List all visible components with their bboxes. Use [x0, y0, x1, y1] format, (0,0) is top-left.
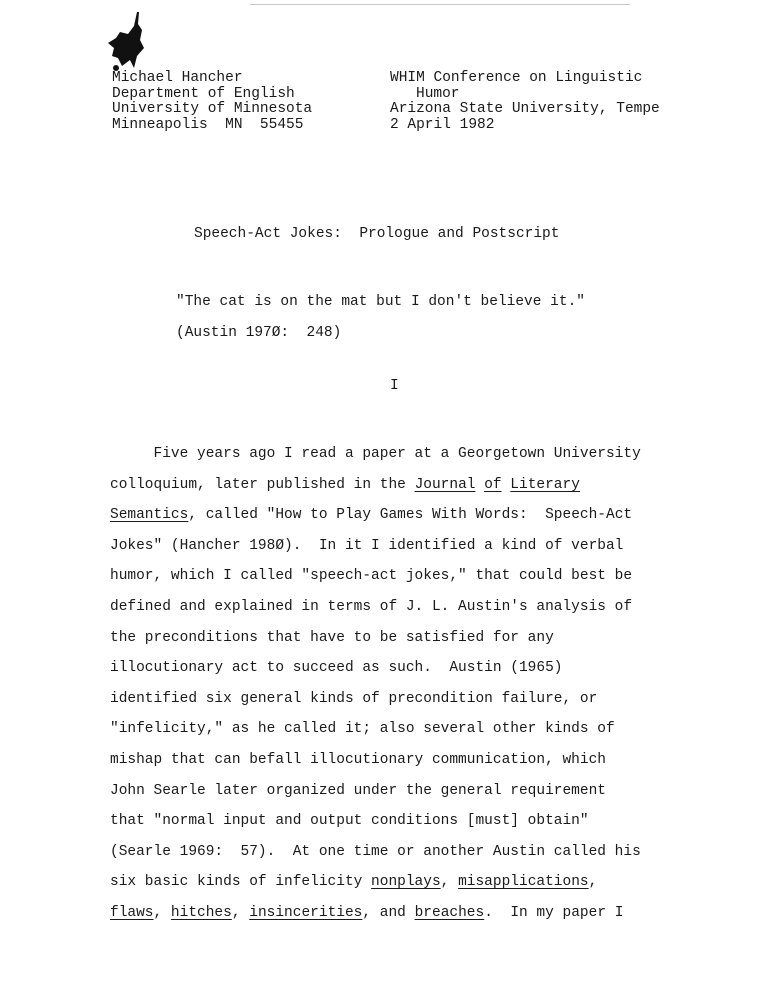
- underlined-title-word: Semantics: [110, 507, 189, 524]
- paper-title: Speech-Act Jokes: Prologue and Postscript: [194, 226, 560, 242]
- university: University of Minnesota: [112, 101, 313, 117]
- text-line: colloquium, later published in the Journal of Literary: [110, 476, 580, 493]
- department: Department of English: [112, 85, 295, 102]
- conference-name-continued: Humor: [416, 85, 460, 102]
- text-line: illocutionary act to succeed as such. Austin (1965): [110, 660, 563, 677]
- text-line: the preconditions that have to be satisfied for any: [110, 629, 554, 646]
- text-line: Five years ago I read a paper at a Georgetown University: [110, 446, 641, 462]
- underlined-title-word: Journal: [414, 476, 476, 493]
- underlined-term: nonplays: [371, 874, 441, 891]
- conference-name: WHIM Conference on Linguistic: [390, 70, 643, 86]
- section-number: I: [390, 378, 399, 394]
- epigraph-citation: (Austin 197Ø: 248): [176, 325, 342, 341]
- text-line: flaws, hitches, insincerities, and breaches. In my paper I: [110, 904, 624, 921]
- underlined-title-word: Literary: [510, 476, 580, 493]
- epigraph: [176, 287, 585, 349]
- text-line: John Searle later organized under the general requirement: [110, 782, 606, 799]
- conference-date: 2 April 1982: [390, 116, 495, 133]
- underlined-term: breaches: [414, 904, 485, 921]
- text-line: mishap that can befall illocutionary communication, which: [110, 751, 606, 768]
- author-block: [112, 71, 312, 133]
- text-line: that "normal input and output conditions [must] obtain": [110, 813, 589, 830]
- underlined-term: flaws: [110, 904, 154, 921]
- text-line: Jokes" (Hancher 198Ø). In it I identified a kind of verbal: [110, 537, 624, 554]
- text-line: identified six general kinds of precondition failure, or: [110, 690, 598, 707]
- underlined-term: hitches: [170, 904, 232, 921]
- text-line: defined and explained in terms of J. L. Austin's analysis of: [110, 598, 633, 615]
- conference-venue: Arizona State University, Tempe: [390, 101, 660, 117]
- underlined-term: insincerities: [249, 904, 363, 921]
- text-line: humor, which I called "speech-act jokes," that could best be: [110, 568, 633, 585]
- text-line: Semantics, called "How to Play Games With Words: Speech-Act: [110, 507, 633, 524]
- underlined-title-word: of: [484, 476, 502, 493]
- text-line: (Searle 1969: 57). At one time or another Austin called his: [110, 843, 641, 860]
- scan-artifact: [250, 4, 630, 5]
- text-line: "infelicity," as he called it; also several other kinds of: [110, 721, 615, 738]
- underlined-term: misapplications: [458, 874, 589, 891]
- address: Minneapolis MN 55455: [112, 116, 304, 133]
- epigraph-quote: "The cat is on the mat but I don't believe it.": [176, 294, 585, 310]
- author-name: Michael Hancher: [112, 70, 243, 86]
- conference-block: [390, 71, 660, 133]
- body-paragraph: [110, 439, 690, 929]
- ink-blot-mark: [104, 10, 148, 74]
- text-line: six basic kinds of infelicity nonplays, misapplications,: [110, 874, 598, 891]
